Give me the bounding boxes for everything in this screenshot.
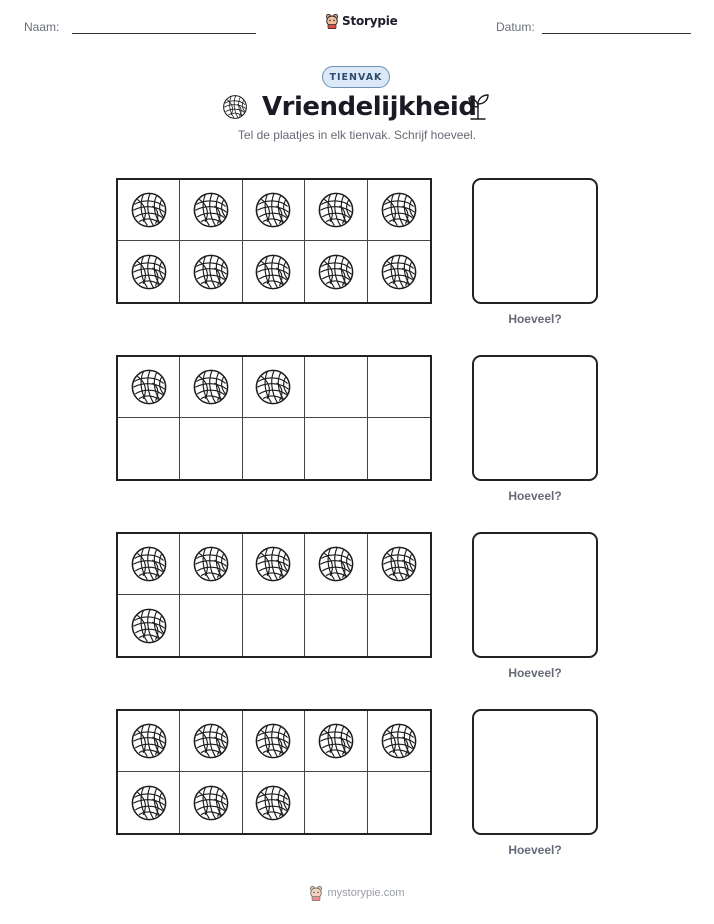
yarn-ball-icon [130,607,168,645]
yarn-ball-icon [380,722,418,760]
ten-frame-cell [180,711,242,772]
instructions: Tel de plaatjes in elk tienvak. Schrijf hoeveel. [237,128,477,142]
yarn-ball-icon [380,253,418,291]
yarn-ball-icon [317,253,355,291]
ten-frame-cell [180,241,242,302]
ten-frame-cell [243,418,305,479]
ten-frame-cell [305,180,367,241]
ten-frame-cell [368,357,430,418]
answer-box[interactable] [472,532,598,658]
ten-frame-cell [305,595,367,656]
page-title: Vriendelijkheid [262,92,477,122]
answer-label: Hoeveel? [508,312,562,326]
ten-frame [116,178,432,304]
ten-frame-cell [305,534,367,595]
ten-frame-cell [180,418,242,479]
ten-frame-cell [243,534,305,595]
yarn-ball-icon [192,722,230,760]
yarn-ball-icon [254,784,292,822]
yarn-ball-icon [192,191,230,229]
yarn-ball-icon [130,784,168,822]
footer [0,885,714,901]
brand-logo [325,13,398,29]
yarn-ball-icon [254,545,292,583]
yarn-ball-icon [192,784,230,822]
yarn-ball-icon [130,545,168,583]
ten-frame-cell [243,180,305,241]
ten-frame-cell [180,357,242,418]
ten-frame-cell [118,772,180,833]
yarn-ball-icon [317,722,355,760]
ten-frame [116,709,432,835]
ten-frame-cell [368,711,430,772]
ten-frame-cell [118,180,180,241]
ten-frame-cell [368,418,430,479]
ten-frame-cell [118,418,180,479]
ten-frame [116,355,432,481]
answer-label: Hoeveel? [508,489,562,503]
ten-frame-cell [118,595,180,656]
ten-frame-cell [243,595,305,656]
ten-frame-cell [368,534,430,595]
yarn-ball-icon [192,545,230,583]
yarn-ball-icon [254,368,292,406]
ten-frame-cell [243,241,305,302]
ten-frame-cell [368,772,430,833]
ten-frame-cell [368,241,430,302]
sprout-icon [465,92,491,122]
yarn-ball-icon [222,94,248,120]
date-field[interactable] [542,33,691,34]
worksheet-header [0,0,714,50]
yarn-ball-icon [254,253,292,291]
ten-frame-cell [180,595,242,656]
ten-frame-cell [180,180,242,241]
answer-label: Hoeveel? [508,843,562,857]
brand-name: Storypie [342,14,398,28]
ten-frame-cell [243,711,305,772]
ten-frame-cell [243,772,305,833]
yarn-ball-icon [254,722,292,760]
yarn-ball-icon [317,545,355,583]
yarn-ball-icon [380,191,418,229]
ten-frame-cell [305,357,367,418]
date-label: Datum: [496,20,535,34]
ten-frame-cell [118,357,180,418]
answer-box[interactable] [472,355,598,481]
yarn-ball-icon [317,191,355,229]
ten-frame-cell [305,772,367,833]
ten-frame-cell [118,534,180,595]
ten-frame-cell [368,595,430,656]
yarn-ball-icon [254,191,292,229]
yarn-ball-icon [130,191,168,229]
name-label: Naam: [24,20,60,34]
answer-label: Hoeveel? [508,666,562,680]
title-row [0,92,714,124]
yarn-ball-icon [130,253,168,291]
yarn-ball-icon [192,253,230,291]
ten-frame-cell [180,534,242,595]
yarn-ball-icon [130,368,168,406]
answer-box[interactable] [472,178,598,304]
footer-website: mystorypie.com [327,887,405,899]
yarn-ball-icon [192,368,230,406]
ten-frame-cell [305,241,367,302]
ten-frame-cell [118,241,180,302]
answer-box[interactable] [472,709,598,835]
worksheet-type-badge: TIENVAK [322,66,390,88]
name-field[interactable] [72,33,256,34]
storypie-mascot-icon [325,13,339,29]
ten-frame-cell [305,418,367,479]
yarn-ball-icon [380,545,418,583]
ten-frame-cell [368,180,430,241]
ten-frame-cell [180,772,242,833]
ten-frame-cell [118,711,180,772]
ten-frame [116,532,432,658]
yarn-ball-icon [130,722,168,760]
storypie-mascot-icon [309,885,323,901]
ten-frame-cell [243,357,305,418]
ten-frame-cell [305,711,367,772]
